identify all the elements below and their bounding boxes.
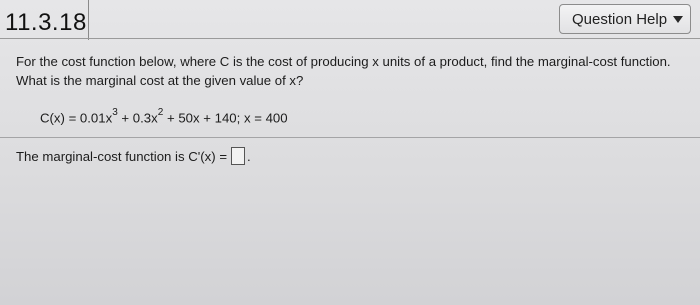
header-divider: [0, 38, 700, 39]
function-mid: + 0.3x: [117, 110, 158, 126]
cost-function: [40, 109, 288, 125]
problem-number: 11.3.18: [5, 9, 87, 36]
question-help-label: Question Help: [572, 10, 668, 28]
function-exponent-2: 2: [157, 107, 164, 118]
function-rhs: + 50x + 140; x = 400: [163, 110, 288, 126]
question-prompt: For the cost function below, where C is the cost of producing x units of a product, find the marginal-cost function. What is the marginal cost at the given value of x?: [16, 54, 671, 88]
header: [0, 0, 700, 48]
function-exponent-3: 3: [112, 107, 118, 118]
question-help-button[interactable]: [559, 4, 691, 34]
function-lhs: C(x) = 0.01x: [40, 110, 113, 126]
answer-period: .: [247, 148, 251, 164]
caret-down-icon: [673, 16, 683, 23]
section-divider: [0, 137, 700, 138]
header-separator: [88, 0, 89, 40]
answer-label: The marginal-cost function is C'(x) =: [16, 148, 228, 164]
answer-input[interactable]: [231, 147, 245, 165]
answer-line: [16, 147, 251, 165]
